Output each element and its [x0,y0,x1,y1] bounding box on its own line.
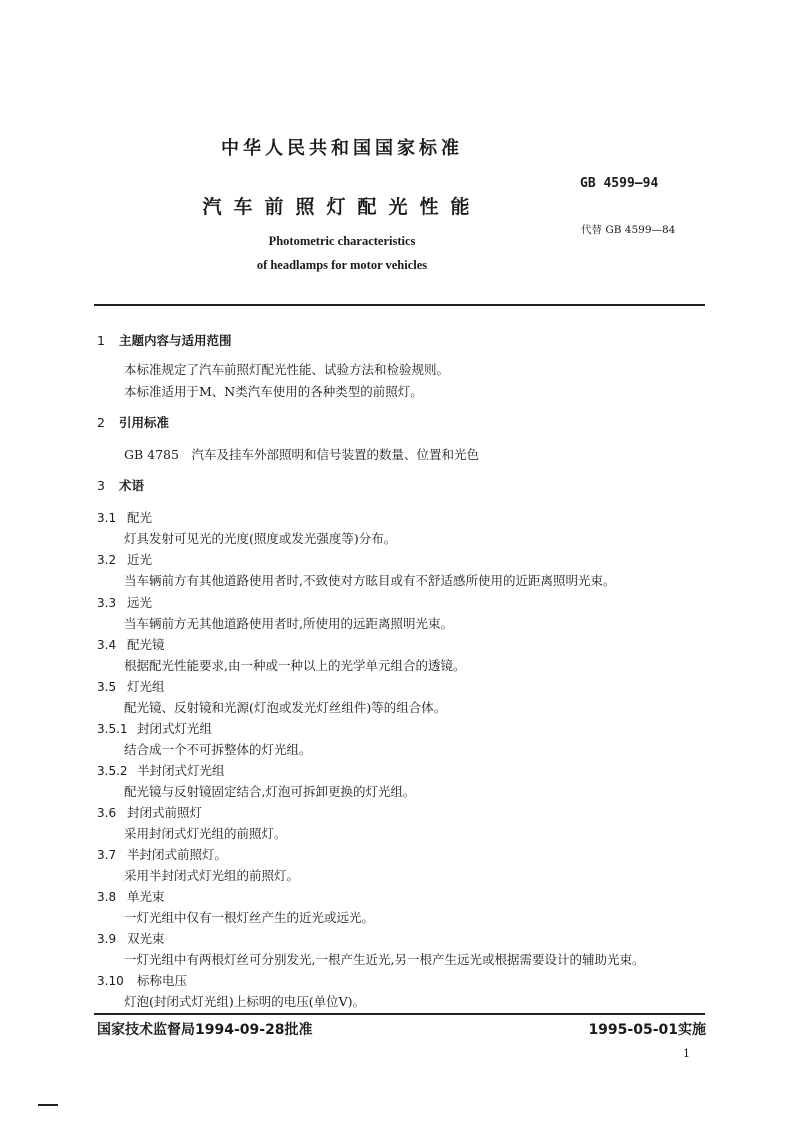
term-name: 近光 [127,552,153,567]
term-heading [97,593,152,611]
term-name: 单光束 [127,889,165,904]
term-number: 3.10 [97,974,124,988]
section-title: 术语 [119,478,145,493]
section-1-heading [97,331,232,349]
term-name: 双光束 [127,931,165,946]
term-number: 3.5.1 [97,722,128,736]
term-heading [97,550,152,568]
term-heading [97,887,165,905]
term-heading [97,803,202,821]
implementation-date: 1995-05-01实施 [588,1022,706,1038]
section-title: 主题内容与适用范围 [119,333,232,348]
term-number: 3.9 [97,932,117,946]
term-definition: 当车辆前方有其他道路使用者时,不致使对方眩目或有不舒适感所使用的近距离照明光束。 [124,573,616,588]
national-standard-title: 中华人民共和国国家标准 [221,138,463,159]
replaces-standard: 代替 GB 4599—84 [581,224,676,236]
section-number: 2 [97,415,105,430]
term-definition: 一灯光组中有两根灯丝可分别发光,一根产生近光,另一根产生远光或根据需要设计的辅助光束。 [124,952,645,967]
term-heading [97,677,165,695]
section-1-paragraph-1: 本标准规定了汽车前照灯配光性能、试验方法和检验规则。 [124,362,450,377]
term-definition: 配光镜、反射镜和光源(灯泡或发光灯丝组件)等的组合体。 [124,700,447,715]
section-2-heading [97,413,169,431]
term-definition: 根据配光性能要求,由一种或一种以上的光学单元组合的透镜。 [124,658,466,673]
term-name: 灯光组 [127,679,165,694]
standard-number: GB 4599—94 [580,176,659,191]
term-definition: 一灯光组中仅有一根灯丝产生的近光或远光。 [124,910,375,925]
term-name: 半封闭式灯光组 [137,763,225,778]
term-number: 3.5.2 [97,764,128,778]
term-heading [97,508,152,526]
term-number: 3.4 [97,638,117,652]
section-number: 1 [97,333,105,348]
term-definition: 配光镜与反射镜固定结合,灯泡可拆卸更换的灯光组。 [124,784,416,799]
term-name: 半封闭式前照灯。 [127,847,228,862]
term-number: 3.7 [97,848,117,862]
term-heading [97,761,225,779]
term-heading [97,719,212,737]
standard-title-en-line2: of headlamps for motor vehicles [256,258,428,272]
standard-title-cn: 汽车前照灯配光性能 [202,196,482,218]
term-name: 远光 [127,595,153,610]
section-number: 3 [97,478,105,493]
term-name: 封闭式灯光组 [137,721,213,736]
term-name: 配光镜 [127,637,165,652]
term-definition: 采用半封闭式灯光组的前照灯。 [124,868,300,883]
header-divider [94,304,705,306]
term-heading [97,635,165,653]
term-number: 3.5 [97,680,117,694]
term-heading [97,929,165,947]
term-definition: 灯泡(封闭式灯光组)上标明的电压(单位V)。 [124,994,366,1009]
term-heading [97,845,227,863]
term-name: 标称电压 [137,973,188,988]
standard-title-en-line1: Photometric characteristics [268,234,416,248]
term-number: 3.6 [97,806,117,820]
section-title: 引用标准 [119,415,170,430]
footer-divider [94,1013,705,1015]
term-definition: 采用封闭式灯光组的前照灯。 [124,826,287,841]
term-name: 配光 [127,510,153,525]
term-definition: 当车辆前方无其他道路使用者时,所使用的远距离照明光束。 [124,616,453,631]
page-number: 1 [683,1047,690,1060]
term-definition: 灯具发射可见光的光度(照度或发光强度等)分布。 [124,531,397,546]
approval-statement: 国家技术监督局1994-09-28批准 [97,1022,313,1038]
term-name: 封闭式前照灯 [127,805,203,820]
term-number: 3.8 [97,890,117,904]
section-3-heading [97,476,144,494]
section-2-paragraph-1: GB 4785 汽车及挂车外部照明和信号装置的数量、位置和光色 [124,447,479,462]
term-heading [97,971,187,989]
corner-mark [38,1104,58,1106]
term-number: 3.3 [97,596,117,610]
term-number: 3.2 [97,553,117,567]
term-definition: 结合成一个不可拆整体的灯光组。 [124,742,312,757]
term-number: 3.1 [97,511,117,525]
section-1-paragraph-2: 本标准适用于M、N类汽车使用的各种类型的前照灯。 [124,384,423,399]
